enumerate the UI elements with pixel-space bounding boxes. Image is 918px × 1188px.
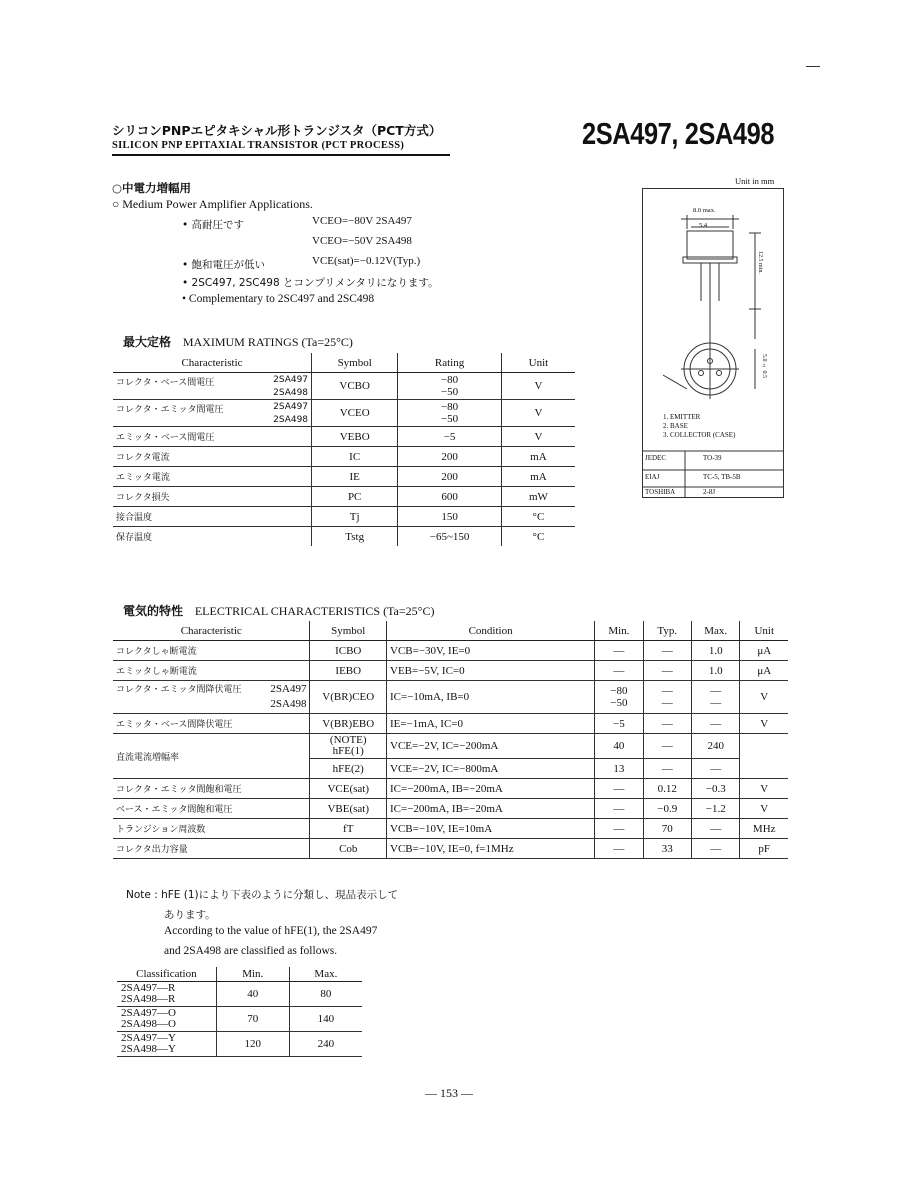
table-header-row: Characteristic Symbol Rating Unit <box>113 353 575 373</box>
std-eiaj-code: TC-5, TB-5B <box>703 473 741 481</box>
table-row: トランジション周波数 fT VCB=−10V, IE=10mA — 70 — MHz <box>113 819 788 839</box>
table-row: コレクタ・ベース間電圧 2SA497 2SA498 VCBO −80 −50 V <box>113 373 575 400</box>
table-row: 2SA497—Y 2SA498—Y 120 240 <box>117 1032 362 1057</box>
dim-5-4: 5.4 <box>699 222 708 229</box>
applications-en: ○ Medium Power Amplifier Applications. <box>112 197 313 211</box>
table-row: コレクタしゃ断電流 ICBO VCB=−30V, IE=0 — — 1.0 μA <box>113 641 788 661</box>
title-underline <box>112 154 450 156</box>
table-row: コレクタ電流 IC 200 mA <box>113 447 575 467</box>
std-toshiba-code: 2-8J <box>703 488 716 496</box>
dim-5: 5.0 ± 0.5 <box>761 354 767 378</box>
elec-table <box>113 621 788 859</box>
page-number: — 153 — <box>425 1086 473 1100</box>
feature-2-spec: VCEO=−50V 2SA498 <box>312 235 412 247</box>
package-drawing <box>642 188 784 498</box>
title-jp: シリコンPNPエピタキシャル形トランジスタ（PCT方式） <box>112 123 442 138</box>
elec-heading: 電気的特性 ELECTRICAL CHARACTERISTICS (Ta=25°C) <box>123 604 435 618</box>
feature-1-spec: VCEO=−80V 2SA497 <box>312 215 412 227</box>
title-en: SILICON PNP EPITAXIAL TRANSISTOR (PCT PROCESS) <box>112 140 405 151</box>
max-ratings-table <box>113 353 575 546</box>
table-row: エミッタ電流 IE 200 mA <box>113 467 575 487</box>
std-toshiba-org: TOSHIBA <box>645 488 676 496</box>
dim-12min: 12.5 min. <box>757 251 763 274</box>
feature-4-jp: • 2SC497, 2SC498 とコンプリメンタリになります。 <box>182 277 439 289</box>
note-jp-1: Note : hFE (1)により下表のように分類し、現品表示して <box>126 889 399 901</box>
table-row: エミッタ・ベース間降伏電圧 V(BR)EBO IE=−1mA, IC=0 −5 — — V <box>113 714 788 734</box>
feature-3-spec: VCE(sat)=−0.12V(Typ.) <box>312 255 421 267</box>
note-en-1: According to the value of hFE(1), the 2SA497 <box>164 925 378 937</box>
table-row: ベース・エミッタ間飽和電圧 VBE(sat) IC=−200mA, IB=−20mA — −0.9 −1.2 V <box>113 799 788 819</box>
dim-8max: 8.0 max. <box>693 207 716 214</box>
table-row: エミッタしゃ断電流 IEBO VEB=−5V, IC=0 — — 1.0 μA <box>113 661 788 681</box>
table-row: コレクタ・エミッタ間降伏電圧 2SA497 2SA498 V(BR)CEO IC=−10mA, IB=0 −80 −50 — — — — V <box>113 681 788 714</box>
std-jedec-code: TO-39 <box>703 454 722 462</box>
package-outline-svg <box>643 189 783 497</box>
max-ratings-heading: 最大定格 MAXIMUM RATINGS (Ta=25°C) <box>123 335 353 349</box>
table-row: コレクタ・エミッタ間電圧 2SA497 2SA498 VCEO −80 −50 V <box>113 400 575 427</box>
classification-table <box>117 967 362 1057</box>
pin-2: 2. BASE <box>663 422 688 430</box>
std-eiaj-org: EIAJ <box>645 473 660 481</box>
table-row: 保存温度 Tstg −65~150 °C <box>113 527 575 547</box>
table-row: 直流電流増幅率 (NOTE) hFE(1) VCE=−2V, IC=−200mA 40 — 240 <box>113 734 788 759</box>
unit-note: Unit in mm <box>735 176 775 186</box>
table-row: エミッタ・ベース間電圧 VEBO −5 V <box>113 427 575 447</box>
table-row: 2SA497—R 2SA498—R 40 80 <box>117 982 362 1007</box>
pin-3: 3. COLLECTOR (CASE) <box>663 431 736 439</box>
table-row: hFE(2) VCE=−2V, IC=−800mA 13 — — <box>113 759 788 779</box>
feature-5: • Complementary to 2SC497 and 2SC498 <box>182 293 375 305</box>
std-jedec-org: JEDEC <box>645 454 666 462</box>
feature-3-jp: • 飽和電圧が低い <box>182 259 266 271</box>
part-numbers: 2SA497, 2SA498 <box>582 116 775 151</box>
table-row: 接合温度 Tj 150 °C <box>113 507 575 527</box>
note-jp-2: あります。 <box>164 909 216 921</box>
applications-jp: ○中電力増幅用 <box>112 181 192 195</box>
table-row: コレクタ出力容量 Cob VCB=−10V, IE=0, f=1MHz — 33 — pF <box>113 839 788 859</box>
table-header-row: Classification Min. Max. <box>117 967 362 982</box>
table-row: 2SA497—O 2SA498—O 70 140 <box>117 1007 362 1032</box>
feature-1-jp: • 高耐圧です <box>182 219 245 231</box>
corner-mark <box>806 66 820 67</box>
table-row: コレクタ・エミッタ間飽和電圧 VCE(sat) IC=−200mA, IB=−20mA — 0.12 −0.3 V <box>113 779 788 799</box>
pin-list <box>663 413 735 440</box>
pin-1: 1. EMITTER <box>663 413 701 421</box>
table-header-row: Characteristic Symbol Condition Min. Typ. Max. Unit <box>113 621 788 641</box>
table-row: コレクタ損失 PC 600 mW <box>113 487 575 507</box>
note-en-2: and 2SA498 are classified as follows. <box>164 945 338 957</box>
